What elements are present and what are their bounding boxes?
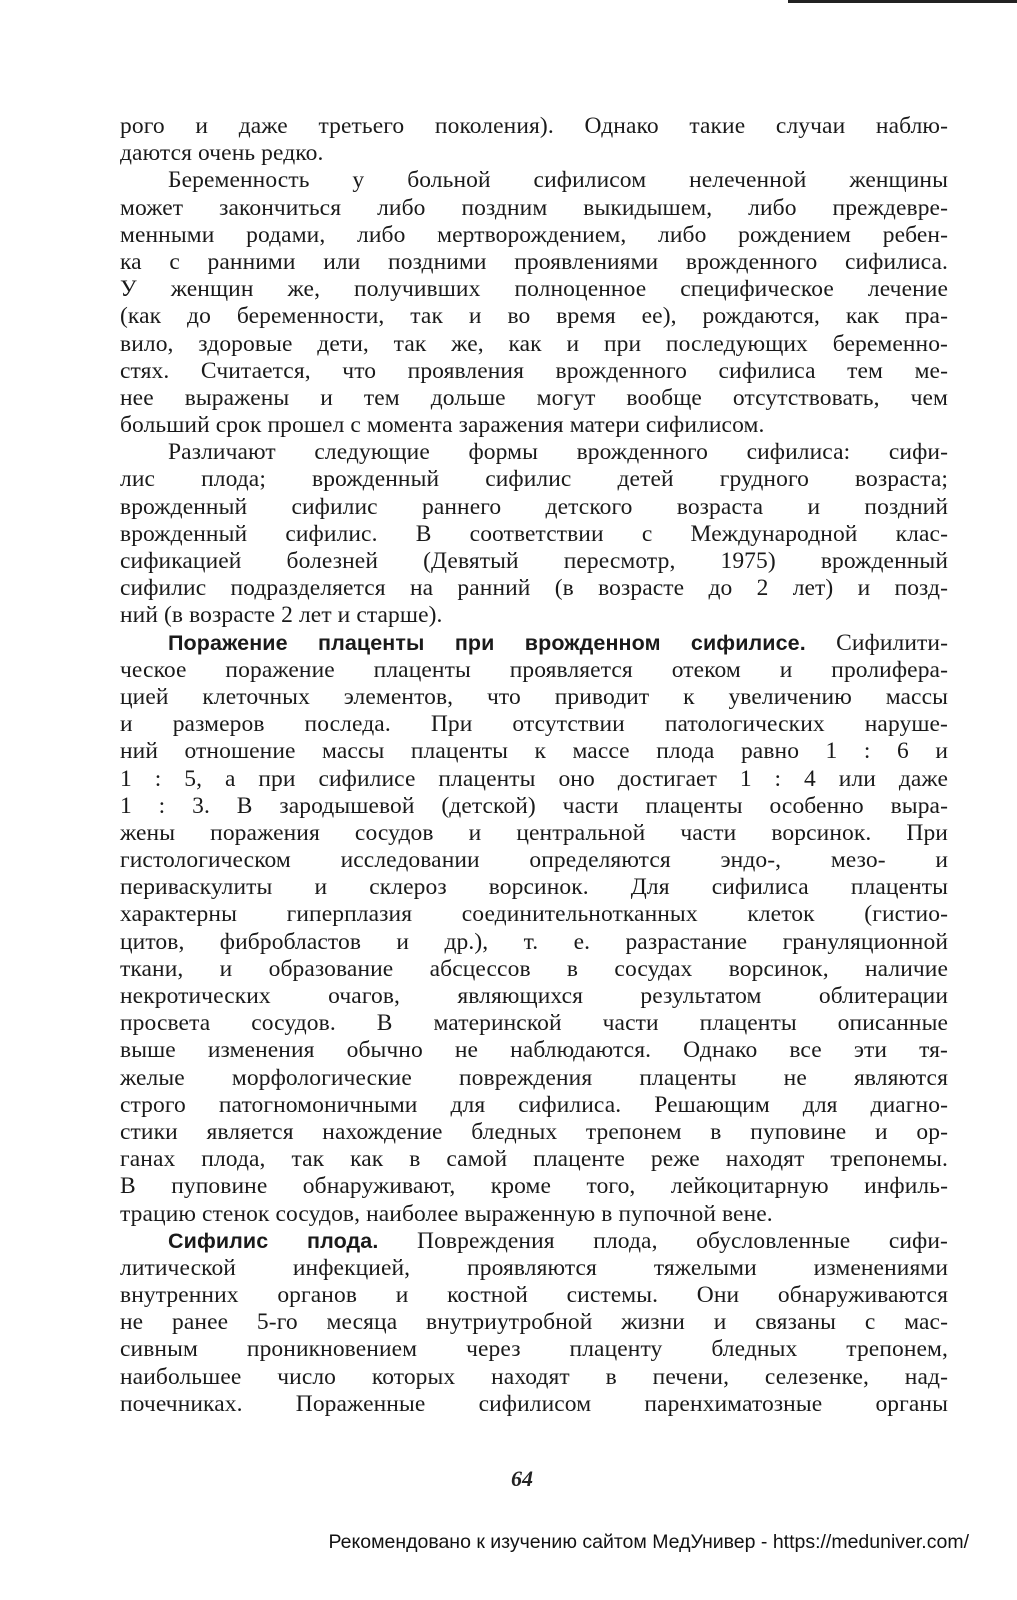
- text-line: просвета сосудов. В материнской части плаценты описанные: [120, 1010, 948, 1037]
- text-line: Беременность у больной сифилисом нелеченной женщины: [168, 167, 948, 194]
- text-line: 1 : 3. В зародышевой (детской) части плаценты особенно выра-: [120, 792, 948, 819]
- text-line: ний (в возрасте 2 лет и старше).: [120, 602, 443, 629]
- text-line: сифилис подразделяется на ранний (в возрасте до 2 лет) и позд-: [120, 575, 948, 602]
- text-line: В пуповине обнаруживают, кроме того, лейкоцитарную инфиль-: [120, 1173, 948, 1200]
- text-line: желые морфологические повреждения плаценты не являются: [120, 1064, 948, 1091]
- text-line: трацию стенок сосудов, наиболее выраженную в пупочной вене.: [120, 1200, 773, 1227]
- text-line: (как до беременности, так и во время ее), рождаются, как пра-: [120, 303, 948, 330]
- text-line: литической инфекцией, проявляются тяжелыми изменениями: [120, 1254, 948, 1281]
- text-line: 1 : 5, а при сифилисе плаценты оно достигает 1 : 4 или даже: [120, 765, 948, 792]
- text-line: наибольшее число которых находят в печени, селезенке, над-: [120, 1363, 948, 1390]
- text-line: почечниках. Пораженные сифилисом паренхиматозные органы: [120, 1390, 948, 1417]
- text-line: строго патогномоничными для сифилиса. Решающим для диагно-: [120, 1091, 948, 1118]
- text-line: гистологическом исследовании определяются эндо-, мезо- и: [120, 847, 948, 874]
- text-line: Различают следующие формы врожденного сифилиса: сифи-: [168, 439, 948, 466]
- top-edge-rule: [788, 0, 1017, 3]
- text-line: может закончиться либо поздним выкидышем, либо преждевре-: [120, 194, 948, 221]
- section-heading-placenta: Поражение плаценты при врожденном сифилисе.: [168, 630, 806, 655]
- text-line: ганах плода, так как в самой плаценте реже находят трепонемы.: [120, 1146, 948, 1173]
- text-line: сификацией болезней (Девятый пересмотр, 1975) врожденный: [120, 548, 948, 574]
- text-line: сивным проникновением через плаценту бледных трепонем,: [120, 1336, 948, 1363]
- text-line: врожденный сифилис. В соответствии с Международной клас-: [120, 520, 948, 547]
- text-line: ткани, и образование абсцессов в сосудах ворсинок, наличие: [120, 955, 948, 982]
- text-line: стях. Считается, что проявления врожденного сифилиса тем ме-: [120, 357, 948, 384]
- text-line: рого и даже третьего поколения). Однако такие случаи наблю-: [120, 113, 948, 139]
- text-line: периваскулиты и склероз ворсинок. Для сифилиса плаценты: [120, 874, 948, 901]
- text-line-with-heading: [120, 1228, 948, 1255]
- text-line: характерны гиперплазия соединительнотканных клеток (гистио-: [120, 901, 948, 928]
- text-line: вило, здоровые дети, так же, как и при последующих беременно-: [120, 330, 948, 357]
- text-line: ка с ранними или поздними проявлениями врожденного сифилиса.: [120, 248, 948, 275]
- text-line-with-heading: [120, 630, 948, 657]
- text-line: выше изменения обычно не наблюдаются. Однако все эти тя-: [120, 1037, 948, 1064]
- footer-recommendation-link[interactable]: Рекомендовано к изучению сайтом МедУнивер - https://meduniver.com/: [328, 1531, 969, 1553]
- text-line: стики является нахождение бледных трепонем в пуповине и ор-: [120, 1118, 948, 1145]
- text-fragment: Сифилити-: [805, 629, 948, 656]
- text-line: некротических очагов, являющихся результатом облитерации: [120, 983, 948, 1009]
- text-line: и размеров последа. При отсутствии патологических наруше-: [120, 711, 948, 738]
- text-line: внутренних органов и костной системы. Они обнаруживаются: [120, 1282, 948, 1309]
- page-body-text: [120, 113, 948, 1418]
- text-line: цитов, фибробластов и др.), т. е. разрастание грануляционной: [120, 928, 948, 955]
- page-number: 64: [511, 1466, 533, 1491]
- text-fragment: Повреждения плода, обусловленные сифи-: [378, 1227, 948, 1254]
- section-heading-fetus: Сифилис плода.: [168, 1228, 379, 1253]
- text-line: менными родами, либо мертворождением, либо рождением ребен-: [120, 221, 948, 248]
- text-line: даются очень редко.: [120, 140, 324, 167]
- text-line: ческое поражение плаценты проявляется отеком и пролифера-: [120, 656, 948, 683]
- text-line: жены поражения сосудов и центральной части ворсинок. При: [120, 819, 948, 846]
- text-line: ний отношение массы плаценты к массе плода равно 1 : 6 и: [120, 738, 948, 765]
- text-line: не ранее 5-го месяца внутриутробной жизни и связаны с мас-: [120, 1309, 948, 1336]
- text-line: больший срок прошел с момента заражения матери сифилисом.: [120, 412, 765, 439]
- text-line: нее выражены и тем дольше могут вообще отсутствовать, чем: [120, 384, 948, 411]
- text-line: У женщин же, получивших полноценное специфическое лечение: [120, 276, 948, 303]
- text-line: врожденный сифилис раннего детского возраста и поздний: [120, 493, 948, 520]
- text-line: лис плода; врожденный сифилис детей грудного возраста;: [120, 466, 948, 493]
- text-line: цией клеточных элементов, что приводит к увеличению массы: [120, 683, 948, 710]
